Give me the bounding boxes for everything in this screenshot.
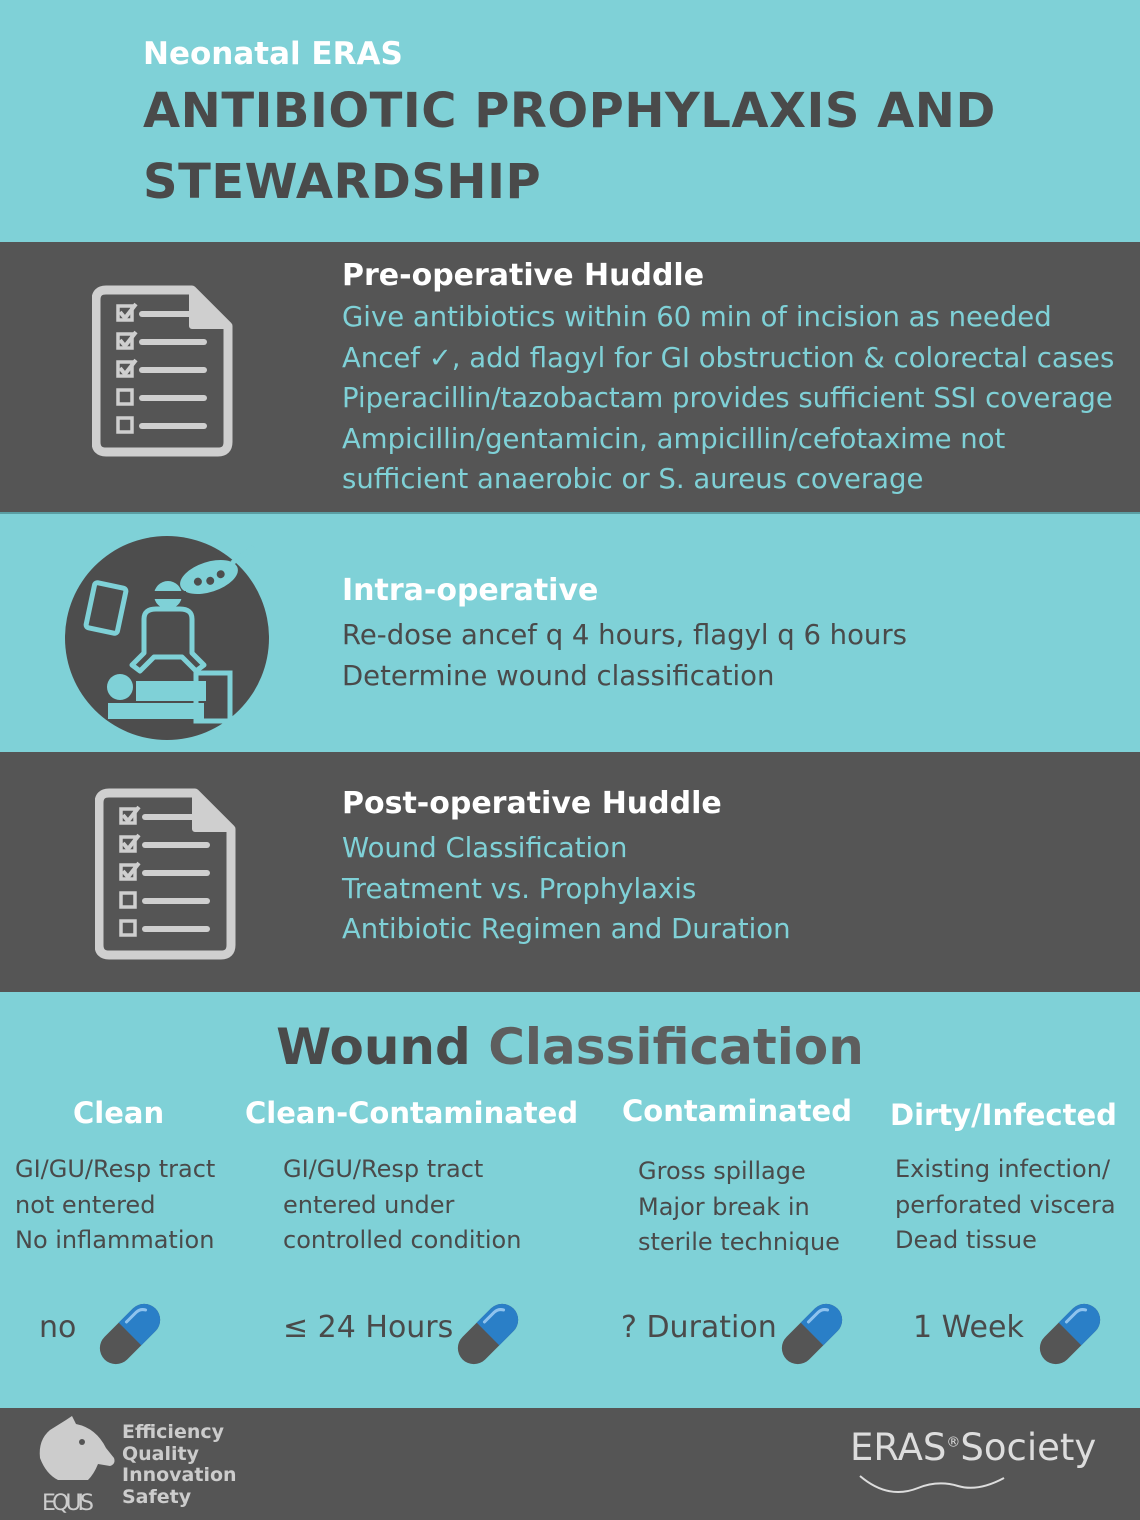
list-item: Ancef ✓, add flagyl for GI obstruction & colorectal cases bbox=[342, 341, 1115, 374]
duration-label: 1 Week bbox=[913, 1310, 1024, 1345]
list-item: Dead tissue bbox=[895, 1226, 1037, 1254]
column-clean-contaminated bbox=[245, 1096, 578, 1130]
list-item: Major break in bbox=[638, 1192, 810, 1221]
list-item: Wound Classification bbox=[342, 832, 628, 864]
page-title: ANTIBIOTIC PROPHYLAXIS AND STEWARDSHIP bbox=[143, 83, 996, 210]
list-item: Give antibiotics within 60 min of incision as needed bbox=[342, 301, 1052, 333]
intra-operative-list bbox=[342, 615, 907, 696]
title-part-1: Wound bbox=[276, 1018, 489, 1076]
column-dirty-infected bbox=[890, 1098, 1117, 1132]
title-part-2: Classification bbox=[488, 1018, 864, 1076]
post-operative-list bbox=[342, 828, 791, 950]
column-heading: Contaminated bbox=[622, 1094, 852, 1128]
list-item: Innovation bbox=[122, 1464, 237, 1486]
list-item: perforated viscera bbox=[895, 1190, 1116, 1219]
column-clean bbox=[73, 1096, 164, 1130]
list-item: Quality bbox=[122, 1442, 199, 1465]
list-item: No inflammation bbox=[15, 1226, 215, 1254]
list-item: GI/GU/Resp tract bbox=[283, 1155, 484, 1183]
column-heading: Clean-Contaminated bbox=[245, 1096, 579, 1130]
equis-logo-text: EQUIS bbox=[42, 1491, 94, 1516]
pill-icon bbox=[1028, 1292, 1112, 1376]
eras-society-logo bbox=[850, 1426, 1096, 1469]
list-item: GI/GU/Resp tract bbox=[15, 1155, 216, 1183]
duration-label: ≤ 24 Hours bbox=[283, 1310, 454, 1345]
checklist-icon bbox=[95, 787, 237, 965]
intra-operative-section bbox=[0, 512, 1140, 754]
list-item: Re-dose ancef q 4 hours, flagyl q 6 hours bbox=[342, 619, 907, 651]
eras-logo-text: ERAS bbox=[850, 1426, 947, 1469]
column-heading: Dirty/Infected bbox=[890, 1098, 1117, 1132]
post-operative-section bbox=[0, 752, 1140, 992]
pre-operative-list bbox=[342, 297, 1114, 500]
column-contaminated bbox=[622, 1094, 852, 1128]
duration-label: ? Duration bbox=[621, 1310, 777, 1345]
equis-words bbox=[122, 1422, 237, 1508]
pill-icon bbox=[770, 1292, 854, 1376]
registered-mark: ® bbox=[946, 1434, 961, 1451]
pre-operative-title: Pre-operative Huddle bbox=[342, 258, 705, 293]
list-item: Determine wound classification bbox=[342, 659, 775, 692]
footer bbox=[0, 1408, 1140, 1520]
pre-operative-section bbox=[0, 242, 1140, 512]
checklist-icon bbox=[92, 284, 234, 462]
wound-classification-title bbox=[0, 1018, 1140, 1076]
column-contaminated-body bbox=[638, 1154, 840, 1261]
pill-icon bbox=[446, 1292, 530, 1376]
surgeon-icon bbox=[64, 535, 270, 745]
wound-classification-section bbox=[0, 992, 1140, 1408]
list-item: Piperacillin/tazobactam provides sufficient SSI coverage bbox=[342, 382, 1113, 414]
list-item: sufficient anaerobic or S. aureus coverage bbox=[342, 463, 924, 495]
column-dirty-infected-body bbox=[895, 1152, 1116, 1259]
header bbox=[0, 0, 1140, 242]
list-item: Existing infection/ bbox=[895, 1155, 1111, 1183]
post-operative-title: Post-operative Huddle bbox=[342, 786, 722, 821]
duration-label: no bbox=[39, 1310, 77, 1345]
eras-swoosh-icon bbox=[858, 1470, 1008, 1506]
list-item: controlled condition bbox=[283, 1226, 522, 1254]
list-item: Efficiency bbox=[122, 1421, 225, 1443]
list-item: Treatment vs. Prophylaxis bbox=[342, 872, 697, 905]
intra-operative-title: Intra-operative bbox=[342, 573, 599, 608]
list-item: entered under bbox=[283, 1190, 455, 1219]
list-item: not entered bbox=[15, 1190, 156, 1219]
equis-horse-logo bbox=[36, 1414, 120, 1516]
column-heading: Clean bbox=[73, 1096, 165, 1130]
list-item: Antibiotic Regimen and Duration bbox=[342, 913, 791, 945]
column-clean-contaminated-body bbox=[283, 1152, 521, 1259]
list-item: Gross spillage bbox=[638, 1157, 806, 1185]
pill-icon bbox=[88, 1292, 172, 1376]
subtitle: Neonatal ERAS bbox=[143, 36, 403, 72]
column-clean-body bbox=[15, 1152, 215, 1259]
list-item: sterile technique bbox=[638, 1228, 840, 1256]
eras-society-text: Society bbox=[960, 1426, 1097, 1469]
list-item: Safety bbox=[122, 1485, 192, 1508]
list-item: Ampicillin/gentamicin, ampicillin/cefotaxime not bbox=[342, 422, 1006, 455]
